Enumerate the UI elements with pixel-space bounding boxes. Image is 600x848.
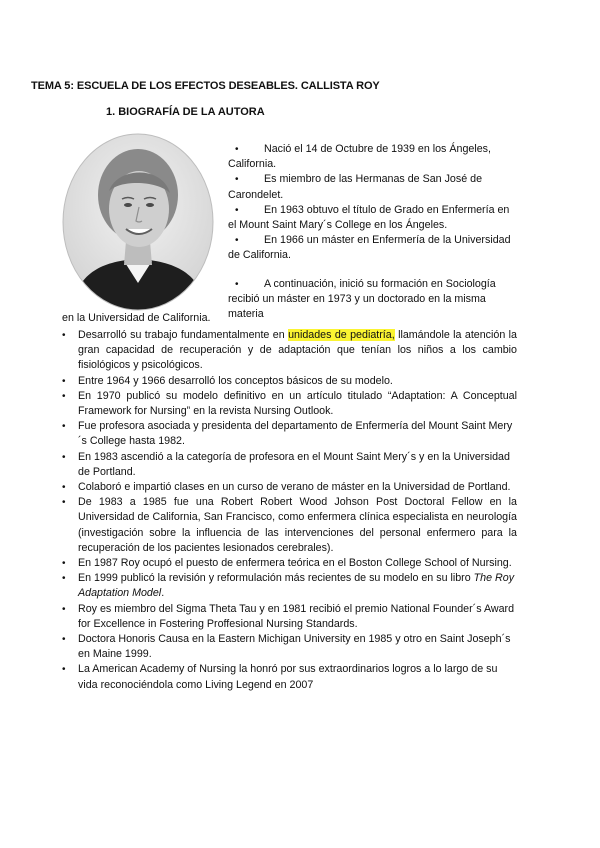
list-item-text: A continuación, inició su formación en Sociología recibió un máster en 1973 y un doctorado en la misma materia (228, 277, 496, 321)
bullet-icon: • (62, 451, 66, 463)
list-item-text: Entre 1964 y 1966 desarrolló los conceptos básicos de su modelo. (78, 374, 393, 387)
document-title: TEMA 5: ESCUELA DE LOS EFECTOS DESEABLES. CALLISTA ROY (31, 80, 380, 92)
list-item (62, 328, 517, 374)
list-item (62, 556, 517, 571)
list-item (228, 277, 518, 323)
caption-text: en la Universidad de California. (62, 312, 211, 324)
list-item-text: En 1963 obtuvo el título de Grado en Enfermería en el Mount Saint Mary´s College en los Ángeles. (228, 203, 510, 232)
bullet-icon: • (62, 664, 66, 676)
bullet-icon: • (62, 375, 66, 387)
bullet-icon: • (62, 482, 66, 494)
list-item-text: En 1970 publicó su modelo definitivo en un artículo titulado “Adaptation: A Conceptual Framework for Nursing” en la revista Nursing Outlook. (78, 389, 517, 418)
bullet-icon: • (235, 278, 239, 290)
list-item-text: Nació el 14 de Octubre de 1939 en los Ángeles, California. (228, 143, 491, 171)
author-portrait-image (62, 133, 214, 311)
bullet-icon: • (62, 634, 66, 646)
list-item (62, 571, 517, 601)
highlighted-text: unidades de pediatría, (288, 329, 395, 341)
list-item (62, 662, 517, 692)
bullet-icon: • (62, 603, 66, 615)
bullet-icon: • (62, 330, 66, 341)
list-item (62, 480, 517, 495)
list-item (228, 172, 518, 202)
bullet-icon: • (235, 174, 239, 186)
bullet-icon: • (62, 390, 66, 402)
list-item (228, 233, 518, 263)
list-item-text: En 1966 un máster en Enfermería de la Universidad de California. (228, 234, 511, 262)
list-item (228, 142, 518, 172)
bullet-icon: • (62, 497, 66, 509)
section-heading: 1. BIOGRAFÍA DE LA AUTORA (106, 106, 265, 118)
list-item-text: Desarrolló su trabajo fundamentalmente en (78, 329, 289, 341)
list-item-text: En 1987 Roy ocupó el puesto de enfermera teórica en el Boston College School of Nursing. (78, 557, 512, 570)
list-item-text: Fue profesora asociada y presidenta del departamento de Enfermería del Mount Saint Mery´s College hasta 1982. (78, 420, 513, 448)
biography-main-list (62, 328, 517, 693)
list-item-text: Colaboró e impartió clases en un curso de verano de máster en la Universidad de Portland. (78, 481, 511, 494)
bullet-icon: • (62, 573, 66, 585)
list-item (62, 495, 517, 556)
book-title: The Roy Adaptation Model (78, 572, 515, 600)
list-item-text: En 1999 publicó la revisión y reformulación más recientes de su modelo en su libro (78, 572, 474, 585)
bullet-icon: • (62, 421, 66, 433)
list-item (62, 419, 517, 449)
list-item-text: llamándole la atención la gran capacidad de recuperación y de adaptación que tenían los niños a los cambio fisiológicos y psicológicos. (78, 329, 517, 372)
bullet-icon: • (62, 558, 66, 570)
list-item-text: De 1983 a 1985 fue una Robert Robert Wood Johson Post Doctoral Fellow en la Universidad de California, San Francisco, como enfermera clínica especialista en neurología (investigación sobre la influencia de las intervenciones del personal enfermero para la recuperación de los pacientes lesionados cerebrales). (78, 496, 517, 554)
list-item (228, 203, 518, 233)
list-item (62, 389, 517, 419)
bullet-icon: • (235, 204, 239, 216)
bullet-icon: • (235, 144, 239, 155)
list-item-text: La American Academy of Nursing la honró por sus extraordinarios logros a lo largo de su vida reconociéndola como Living Legend en 2007 (78, 663, 498, 691)
list-item-text: Roy es miembro del Sigma Theta Tau y en 1981 recibió el premio National Founder´s Award for Excellence in Fostering Proffesional Nursing Standards. (78, 602, 515, 630)
list-item (62, 374, 517, 389)
list-item (62, 632, 517, 662)
list-item-text: Es miembro de las Hermanas de San José de Carondelet. (228, 173, 483, 201)
list-item-text: En 1983 ascendió a la categoría de profesora en el Mount Saint Mery´s y en la Universidad de Portland. (78, 450, 510, 478)
list-item (62, 602, 517, 632)
biography-intro-list (228, 142, 518, 322)
list-item-text: Doctora Honoris Causa en la Eastern Michigan University en 1985 y otro en Saint Joseph´s en Maine 1999. (78, 633, 511, 661)
bullet-icon: • (235, 235, 239, 247)
list-item (62, 450, 517, 480)
list-item-text: . (161, 587, 165, 600)
